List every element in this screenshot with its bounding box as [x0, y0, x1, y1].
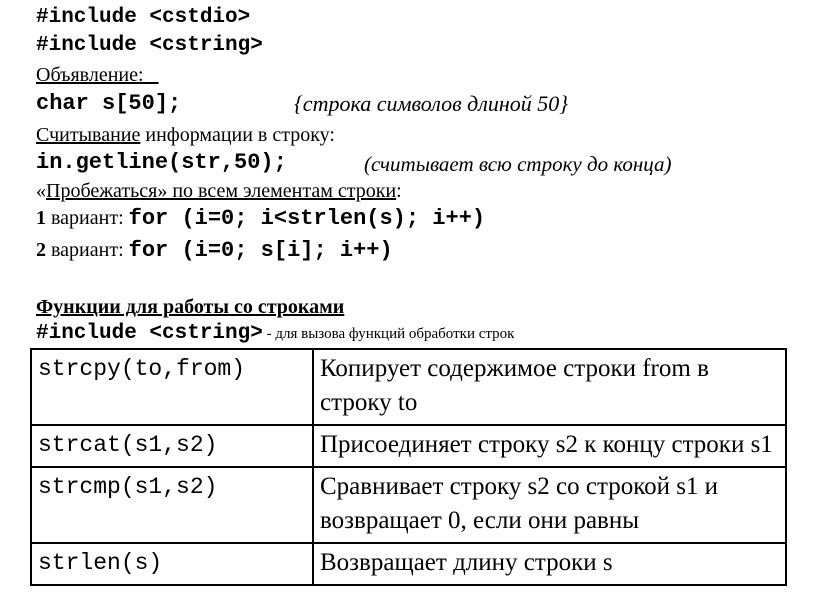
function-description: Сравнивает строку s2 со строкой s1 и возвращает 0, если они равны: [313, 467, 786, 543]
variant-1-word: вариант:: [46, 207, 129, 229]
functions-include: #include <cstring>: [36, 322, 263, 345]
variant-2-word: вариант:: [46, 239, 129, 261]
reading-label-rest: информации в строку:: [140, 124, 335, 146]
table-row: [31, 425, 786, 467]
reading-comment: (считывает всю строку до конца): [364, 152, 672, 176]
reading-label-underlined: Считывание: [36, 124, 141, 146]
iteration-label-underlined: Пробежаться» по всем элементам строки: [46, 180, 397, 202]
function-name: strcmp(s1,s2): [31, 467, 313, 543]
variant-2-code: for (i=0; s[i]; i++): [128, 238, 393, 263]
reading-line: [36, 150, 672, 176]
variant-2-line: [36, 238, 393, 263]
variant-2-number: 2: [36, 239, 46, 261]
iteration-quote-open: «: [36, 180, 46, 202]
table-row: [31, 349, 786, 425]
declaration-comment: {строка символов длиной 50}: [294, 91, 569, 116]
declaration-label-text: Объявление:: [36, 64, 144, 86]
table-row: [31, 467, 786, 543]
function-name: strlen(s): [31, 543, 313, 585]
functions-table: [30, 348, 787, 586]
iteration-label: [36, 180, 402, 203]
reading-label: [36, 124, 335, 147]
declaration-line: [36, 91, 569, 116]
declaration-code: char s[50];: [36, 91, 182, 116]
variant-1-line: [36, 206, 485, 231]
declaration-label: [36, 64, 159, 87]
include-cstring: #include <cstring>: [36, 34, 263, 57]
functions-heading: Функции для работы со строками: [36, 296, 345, 318]
table-row: [31, 543, 786, 585]
variant-1-code: for (i=0; i<strlen(s); i++): [128, 206, 486, 231]
function-name: strcpy(to,from): [31, 349, 313, 425]
reading-code: in.getline(str,50);: [36, 150, 287, 175]
functions-include-line: [36, 322, 514, 345]
function-description: Возвращает длину строки s: [313, 543, 786, 585]
function-description: Присоединяет строку s2 к концу строки s1: [313, 425, 786, 467]
functions-include-note: - для вызова функций обработки строк: [262, 326, 515, 342]
iteration-colon: :: [396, 180, 402, 202]
variant-1-number: 1: [36, 207, 46, 229]
include-cstdio: #include <cstdio>: [36, 6, 251, 29]
function-name: strcat(s1,s2): [31, 425, 313, 467]
function-description: Копирует содержимое строки from в строку to: [313, 349, 786, 425]
